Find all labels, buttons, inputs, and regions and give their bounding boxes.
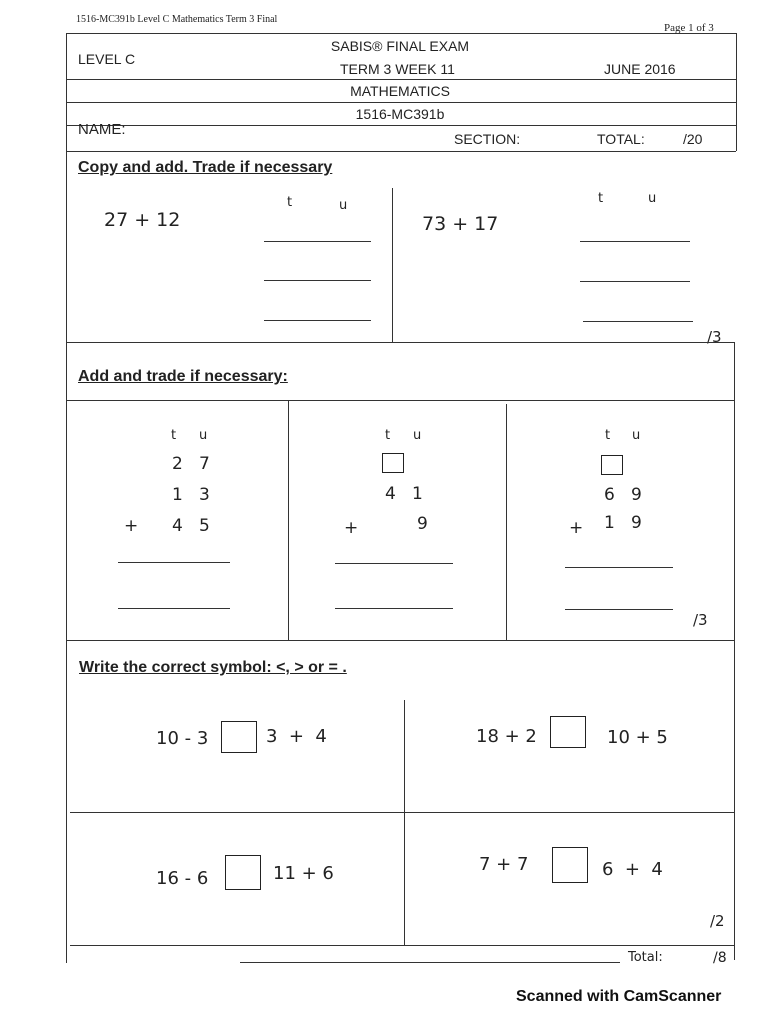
answer-line[interactable] [118,562,230,563]
document-code-header: 1516-MC391b Level C Mathematics Term 3 Final [76,14,278,25]
section1-divider [392,188,393,343]
answer-line[interactable] [335,563,453,564]
units-label: u [339,198,348,213]
page-total-label: Total: [628,950,663,965]
tens-label: t [598,191,604,206]
comparison-right: 3 + 4 [266,726,327,747]
plus-sign: + [344,518,359,538]
addend: 2 7 [172,454,210,474]
tens-label: t [171,428,177,443]
comparison-left: 18 + 2 [476,726,537,747]
right-border [734,342,735,960]
comparison-right: 6 + 4 [602,859,663,880]
page-number: Page 1 of 3 [664,22,714,34]
divider [66,33,736,34]
addend: 9 [417,514,428,534]
total-label: TOTAL: [597,131,645,147]
level-label: LEVEL C [78,51,136,67]
section-label: SECTION: [454,131,521,147]
divider [66,151,736,152]
divider [240,962,620,963]
answer-line[interactable] [335,608,453,609]
answer-line[interactable] [580,281,690,282]
term-label: TERM 3 WEEK 11 [340,61,455,77]
addend: 6 9 [604,485,642,505]
units-label: u [199,428,208,443]
comparison-right: 10 + 5 [607,727,668,748]
divider [66,400,734,401]
right-border [736,33,737,151]
divider [66,79,736,80]
column-divider [506,404,507,640]
carry-box[interactable] [382,453,404,473]
divider [66,640,734,641]
camscanner-watermark: Scanned with CamScanner [516,988,722,1005]
problem-expression: 73 + 17 [422,213,499,235]
subject-label: MATHEMATICS [350,83,450,99]
tens-label: t [605,428,611,443]
divider [70,812,734,813]
answer-line[interactable] [264,241,371,242]
answer-line[interactable] [264,320,371,321]
answer-line[interactable] [565,609,673,610]
addend: 1 9 [604,513,642,533]
divider [70,945,734,946]
column-divider [404,700,405,945]
divider [66,102,736,103]
exam-code: 1516-MC391b [355,106,445,122]
addend: 4 1 [385,484,423,504]
total-max: /20 [683,131,703,147]
addend: 1 3 [172,485,210,505]
tens-label: t [385,428,391,443]
answer-line[interactable] [565,567,673,568]
left-border [66,33,67,963]
tens-label: t [287,195,293,210]
answer-line[interactable] [118,608,230,609]
date-label: JUNE 2016 [604,61,676,77]
divider [66,342,734,343]
exam-title: SABIS® FINAL EXAM [330,38,470,54]
section3-title: Write the correct symbol: <, > or = . [79,659,347,676]
symbol-answer-box[interactable] [550,716,586,748]
answer-line[interactable] [580,241,690,242]
name-label: NAME: [78,121,126,138]
units-label: u [648,191,657,206]
plus-sign: + [124,516,139,536]
section2-title: Add and trade if necessary: [78,368,288,385]
section1-title: Copy and add. Trade if necessary [78,159,333,176]
comparison-left: 16 - 6 [156,868,209,889]
page-total-max: /8 [713,950,727,966]
symbol-answer-box[interactable] [225,855,261,890]
comparison-left: 10 - 3 [156,728,209,749]
section2-score: /3 [693,611,708,629]
answer-line[interactable] [264,280,371,281]
problem-expression: 27 + 12 [104,209,181,231]
symbol-answer-box[interactable] [221,721,257,753]
divider [66,125,736,126]
units-label: u [632,428,641,443]
answer-line[interactable] [583,321,693,322]
comparison-right: 11 + 6 [273,863,334,884]
section3-score: /2 [710,912,725,930]
column-divider [288,400,289,640]
units-label: u [413,428,422,443]
section1-score: /3 [707,328,722,346]
carry-box[interactable] [601,455,623,475]
symbol-answer-box[interactable] [552,847,588,883]
comparison-left: 7 + 7 [479,854,529,875]
plus-sign: + [569,518,584,538]
addend: 4 5 [172,516,210,536]
